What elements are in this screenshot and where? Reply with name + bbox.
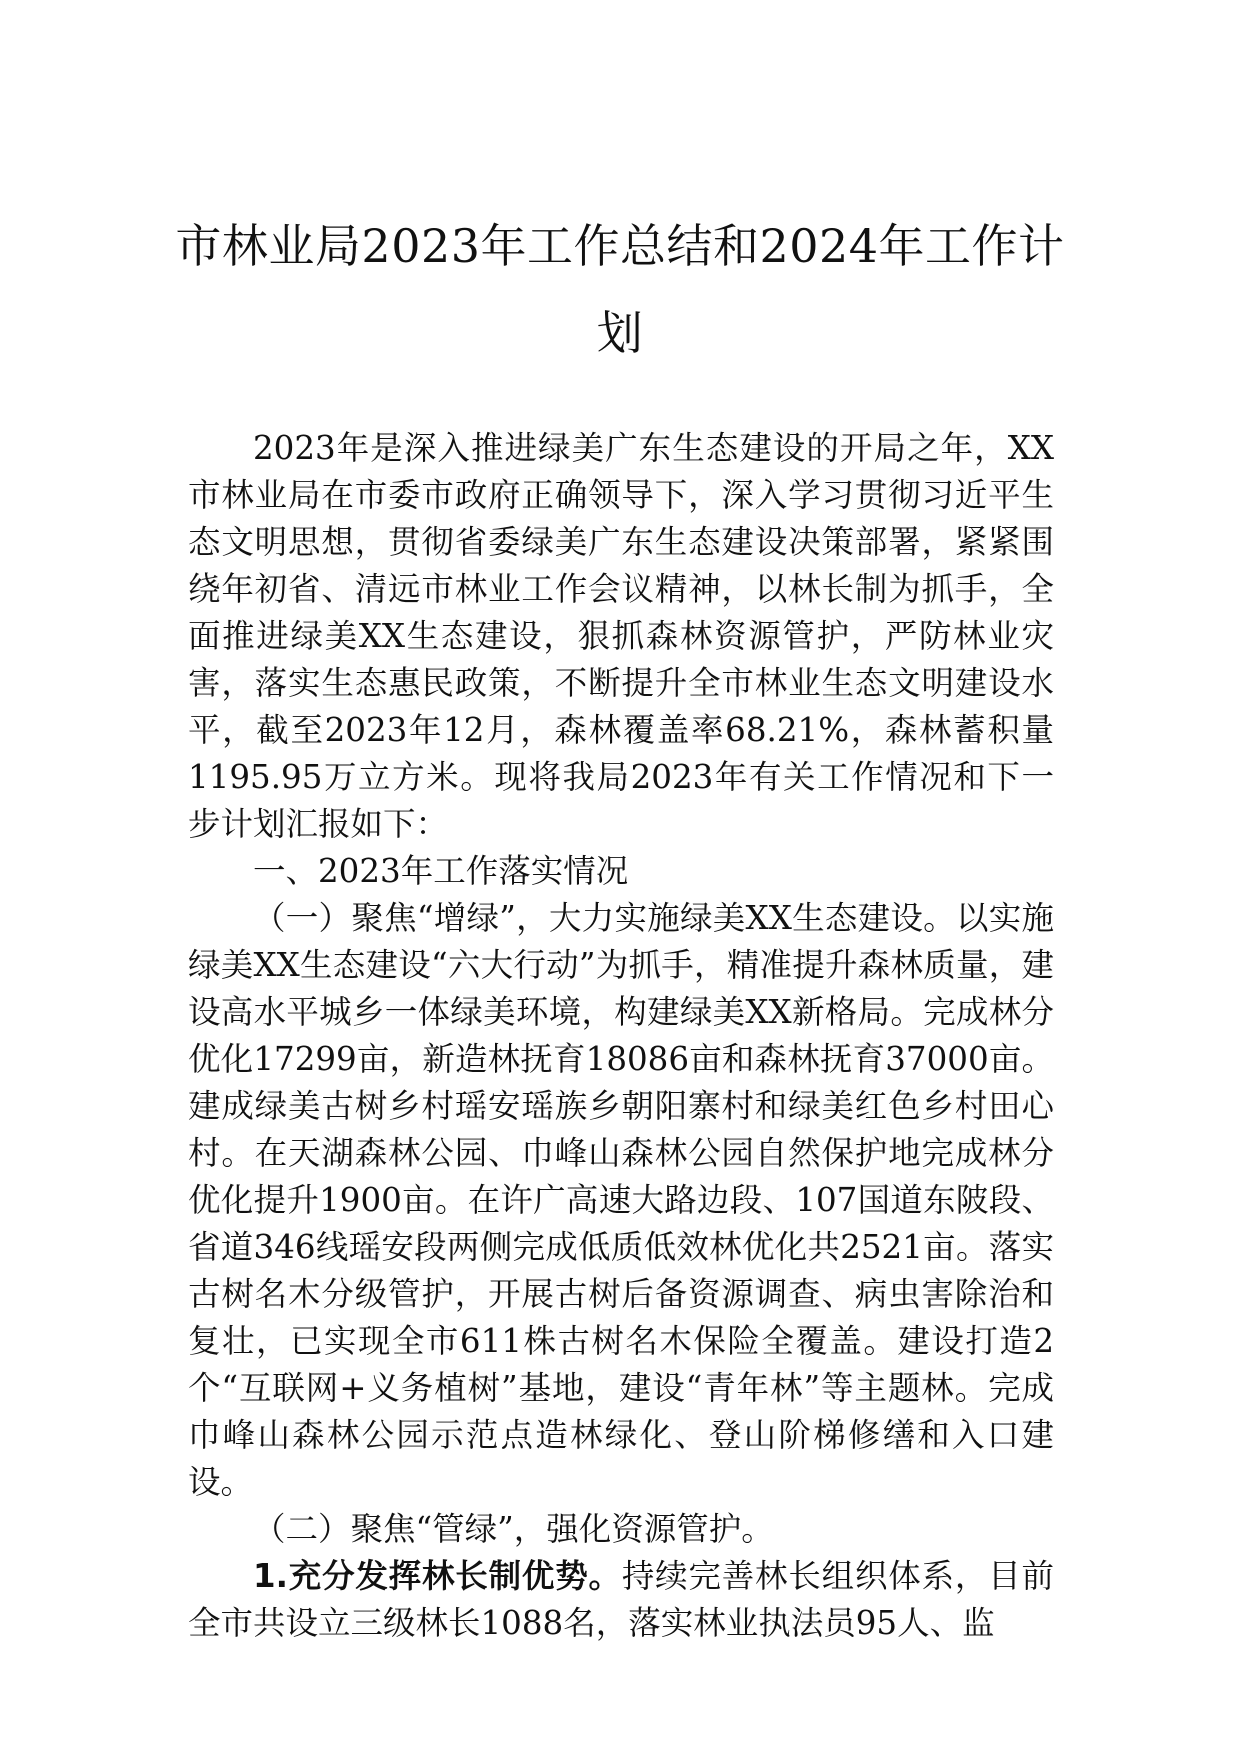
item-1-lead: 1.充分发挥林长制优势。 xyxy=(253,1557,622,1595)
document-title-line1: 市林业局2023年工作总结和2024年工作计 xyxy=(175,219,1065,273)
document-body xyxy=(188,425,1054,1647)
item-1-text: 持续完善林长组织体系，目前全市共设立三级林长1088名，落实林业执法员95人、监 xyxy=(188,1557,1054,1642)
subsection-2-heading: （二）聚焦“管绿”，强化资源管护。 xyxy=(253,1510,774,1548)
subsection-1-paragraph: （一）聚焦“增绿”，大力实施绿美XX生态建设。以实施绿美XX生态建设“六大行动”为抓手，精准提升森林质量，建设高水平城乡一体绿美环境，构建绿美XX新格局。完成林分优化17299亩，新造林抚育18086亩和森林抚育37000亩。建成绿美古树乡村瑶安瑶族乡朝阳寨村和绿美红色乡村田心村。在天湖森林公园、巾峰山森林公园自然保护地完成林分优化提升1900亩。在许广高速大路边段、107国道东陂段、省道346线瑶安段两侧完成低质低效林优化共2521亩。落实古树名木分级管护，开展古树后备资源调查、病虫害除治和复壮，已实现全市611株古树名木保险全覆盖。建设打造2个“互联网+义务植树”基地，建设“青年林”等主题林。完成巾峰山森林公园示范点造林绿化、登山阶梯修缮和入口建设。 xyxy=(188,899,1054,1501)
intro-paragraph: 2023年是深入推进绿美广东生态建设的开局之年，XX市林业局在市委市政府正确领导下，深入学习贯彻习近平生态文明思想，贯彻省委绿美广东生态建设决策部署，紧紧围绕年初省、清远市林业工作会议精神，以林长制为抓手，全面推进绿美XX生态建设，狠抓森林资源管护，严防林业灾害，落实生态惠民政策，不断提升全市林业生态文明建设水平，截至2023年12月，森林覆盖率68.21%，森林蓄积量1195.95万立方米。现将我局2023年有关工作情况和下一步计划汇报如下： xyxy=(188,429,1054,843)
item-1-paragraph xyxy=(188,1553,1054,1647)
document-title-line2: 划 xyxy=(596,306,644,360)
section-heading-1: 一、2023年工作落实情况 xyxy=(253,852,629,890)
